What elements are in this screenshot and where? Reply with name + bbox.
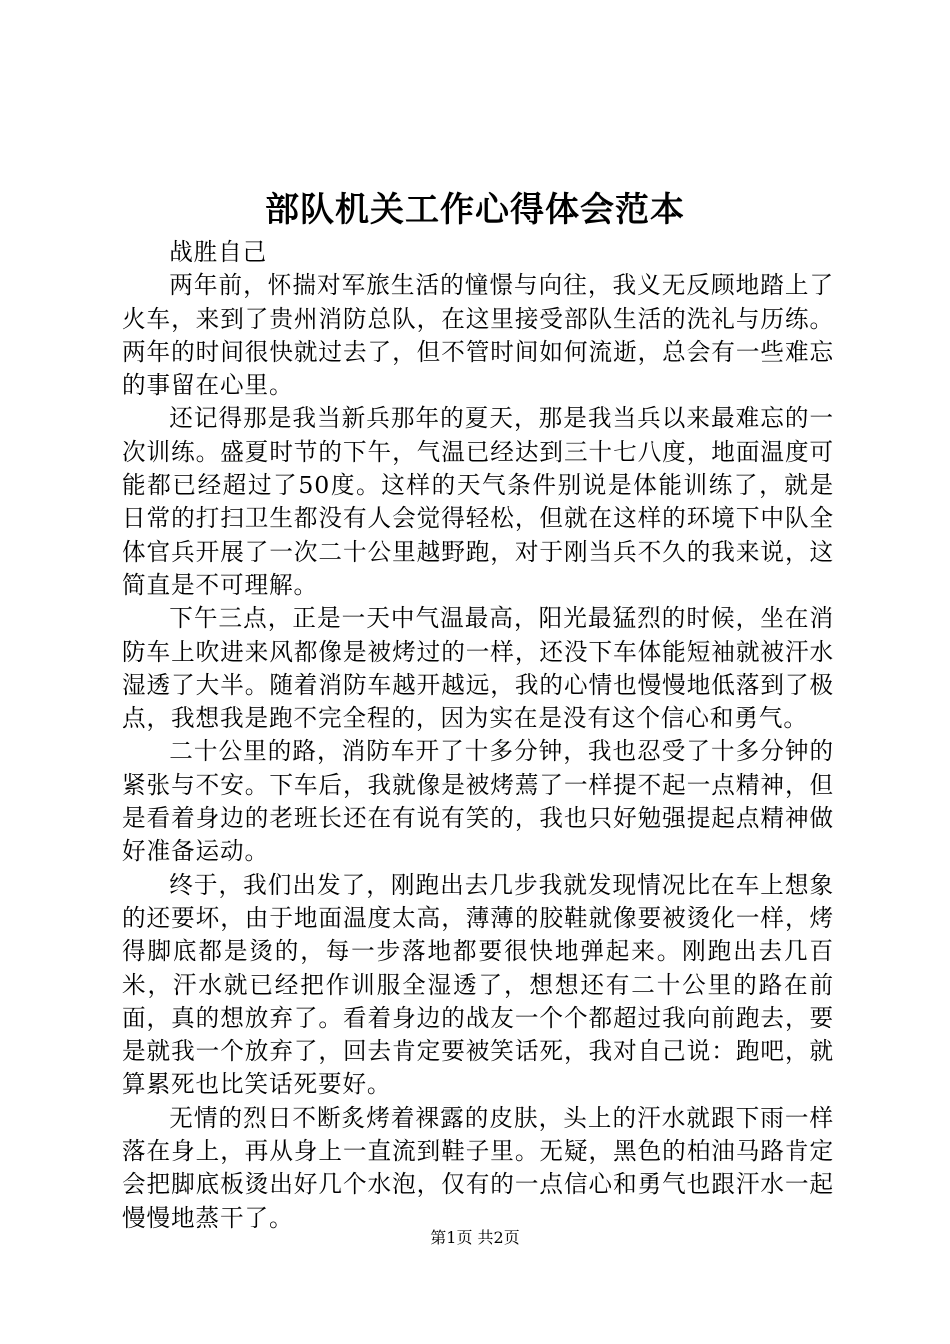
paragraph: 两年前，怀揣对军旅生活的憧憬与向往，我义无反顾地踏上了火车，来到了贵州消防总队，在这里接受部队生活的洗礼与历练。两年的时间很快就过去了，但不管时间如何流逝，总会有一些难忘的事留在心里。: [122, 271, 834, 400]
paragraph: 还记得那是我当新兵那年的夏天，那是我当兵以来最难忘的一次训练。盛夏时节的下午，气温已经达到三十七八度，地面温度可能都已经超过了50度。这样的天气条件别说是体能训练了，就是日常的打扫卫生都没有人会觉得轻松，但就在这样的环境下中队全体官兵开展了一次二十公里越野跑，对于刚当兵不久的我来说，这简直是不可理解。: [122, 404, 834, 599]
page-number-footer: 第1页 共2页: [430, 1228, 520, 1247]
document-title: 部队机关工作心得体会范本: [265, 190, 685, 230]
document-body: [122, 236, 834, 1235]
paragraph: 二十公里的路，消防车开了十多分钟，我也忍受了十多分钟的紧张与不安。下车后，我就像是被烤蔫了一样提不起一点精神，但是看着身边的老班长还在有说有笑的，我也只好勉强提起点精神做好准备运动。: [122, 737, 834, 866]
paragraph: 下午三点，正是一天中气温最高，阳光最猛烈的时候，坐在消防车上吹进来风都像是被烤过的一样，还没下车体能短袖就被汗水湿透了大半。随着消防车越开越远，我的心情也慢慢地低落到了极点，我想我是跑不完全程的，因为实在是没有这个信心和勇气。: [122, 604, 834, 733]
paragraph: 终于，我们出发了，刚跑出去几步我就发现情况比在车上想象的还要坏，由于地面温度太高，薄薄的胶鞋就像要被烫化一样，烤得脚底都是烫的，每一步落地都要很快地弹起来。刚跑出去几百米，汗水就已经把作训服全湿透了，想想还有二十公里的路在前面，真的想放弃了。看着身边的战友一个个都超过我向前跑去，要是就我一个放弃了，回去肯定要被笑话死，我对自己说：跑吧，就算累死也比笑话死要好。: [122, 870, 834, 1099]
paragraph: 无情的烈日不断炙烤着裸露的皮肤，头上的汗水就跟下雨一样落在身上，再从身上一直流到鞋子里。无疑，黑色的柏油马路肯定会把脚底板烫出好几个水泡，仅有的一点信心和勇气也跟汗水一起慢慢地蒸干了。: [122, 1103, 834, 1232]
document-subtitle: 战胜自己: [169, 238, 268, 266]
